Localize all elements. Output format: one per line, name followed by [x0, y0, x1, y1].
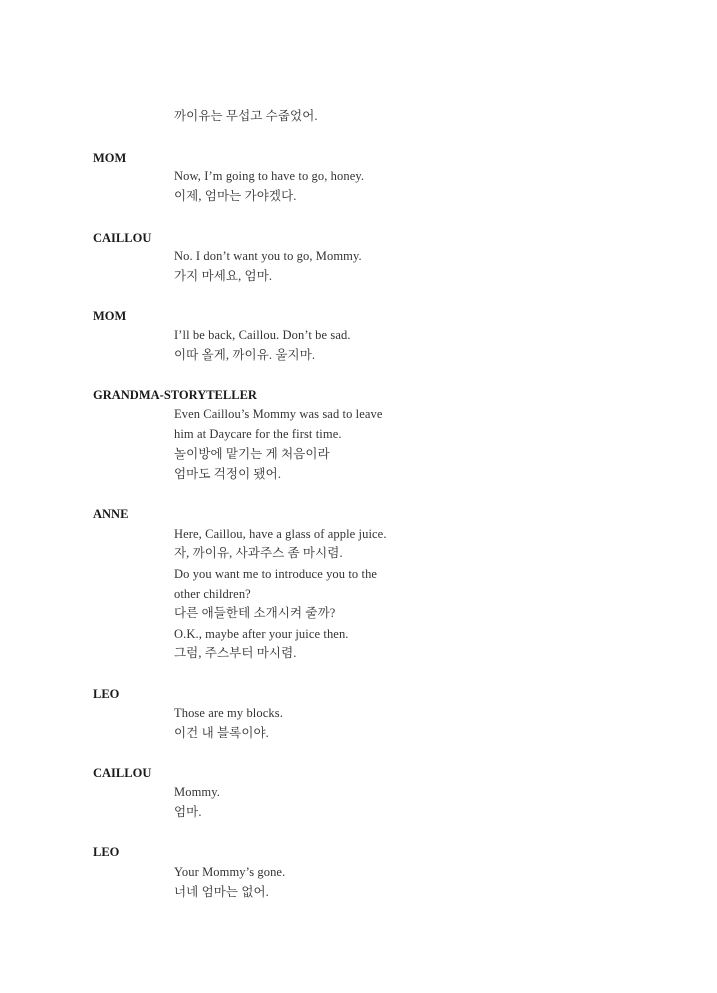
dialogue-line-english: Your Mommy’s gone.	[174, 865, 286, 879]
dialogue-line-korean: 이제, 엄마는 가야겠다.	[174, 189, 297, 203]
dialogue-line-korean: 놀이방에 맡기는 게 처음이라	[174, 447, 330, 461]
dialogue-line-english: I’ll be back, Caillou. Don’t be sad.	[174, 328, 351, 342]
dialogue-line-korean: 자, 까이유, 사과주스 좀 마시렴.	[174, 546, 343, 560]
dialogue-line-korean: 이건 내 블록이야.	[174, 726, 269, 740]
dialogue-line-korean: 가지 마세요, 엄마.	[174, 269, 273, 283]
dialogue-line-english: Mommy.	[174, 785, 220, 799]
dialogue-line-korean: 너네 엄마는 없어.	[174, 885, 269, 899]
speaker-name: CAILLOU	[93, 231, 152, 245]
dialogue-line-english: O.K., maybe after your juice then.	[174, 627, 349, 641]
speaker-name: CAILLOU	[93, 766, 152, 780]
dialogue-line-korean: 엄마도 걱정이 됐어.	[174, 467, 282, 481]
intro-line: 까이유는 무섭고 수줍었어.	[174, 109, 318, 123]
dialogue-line-english: Now, I’m going to have to go, honey.	[174, 169, 365, 183]
dialogue-line-korean: 엄마.	[174, 805, 202, 819]
dialogue-line-korean: 다른 애들한테 소개시켜 줄까?	[174, 606, 336, 620]
speaker-name: MOM	[93, 151, 127, 165]
dialogue-line-english: Here, Caillou, have a glass of apple juice.	[174, 527, 387, 541]
speaker-name: MOM	[93, 309, 127, 323]
dialogue-line-english: him at Daycare for the first time.	[174, 427, 342, 441]
speaker-name: LEO	[93, 687, 120, 701]
dialogue-line-english: No. I don’t want you to go, Mommy.	[174, 249, 362, 263]
speaker-name: LEO	[93, 845, 120, 859]
dialogue-line-korean: 이따 올게, 까이유. 울지마.	[174, 348, 316, 362]
speaker-name: GRANDMA-STORYTELLER	[93, 388, 257, 402]
dialogue-line-english: Even Caillou’s Mommy was sad to leave	[174, 407, 383, 421]
speaker-name: ANNE	[93, 507, 129, 521]
dialogue-line-english: Do you want me to introduce you to the	[174, 567, 378, 581]
dialogue-line-english: Those are my blocks.	[174, 706, 283, 720]
dialogue-line-korean: 그럼, 주스부터 마시렴.	[174, 646, 297, 660]
dialogue-line-english: other children?	[174, 587, 251, 601]
